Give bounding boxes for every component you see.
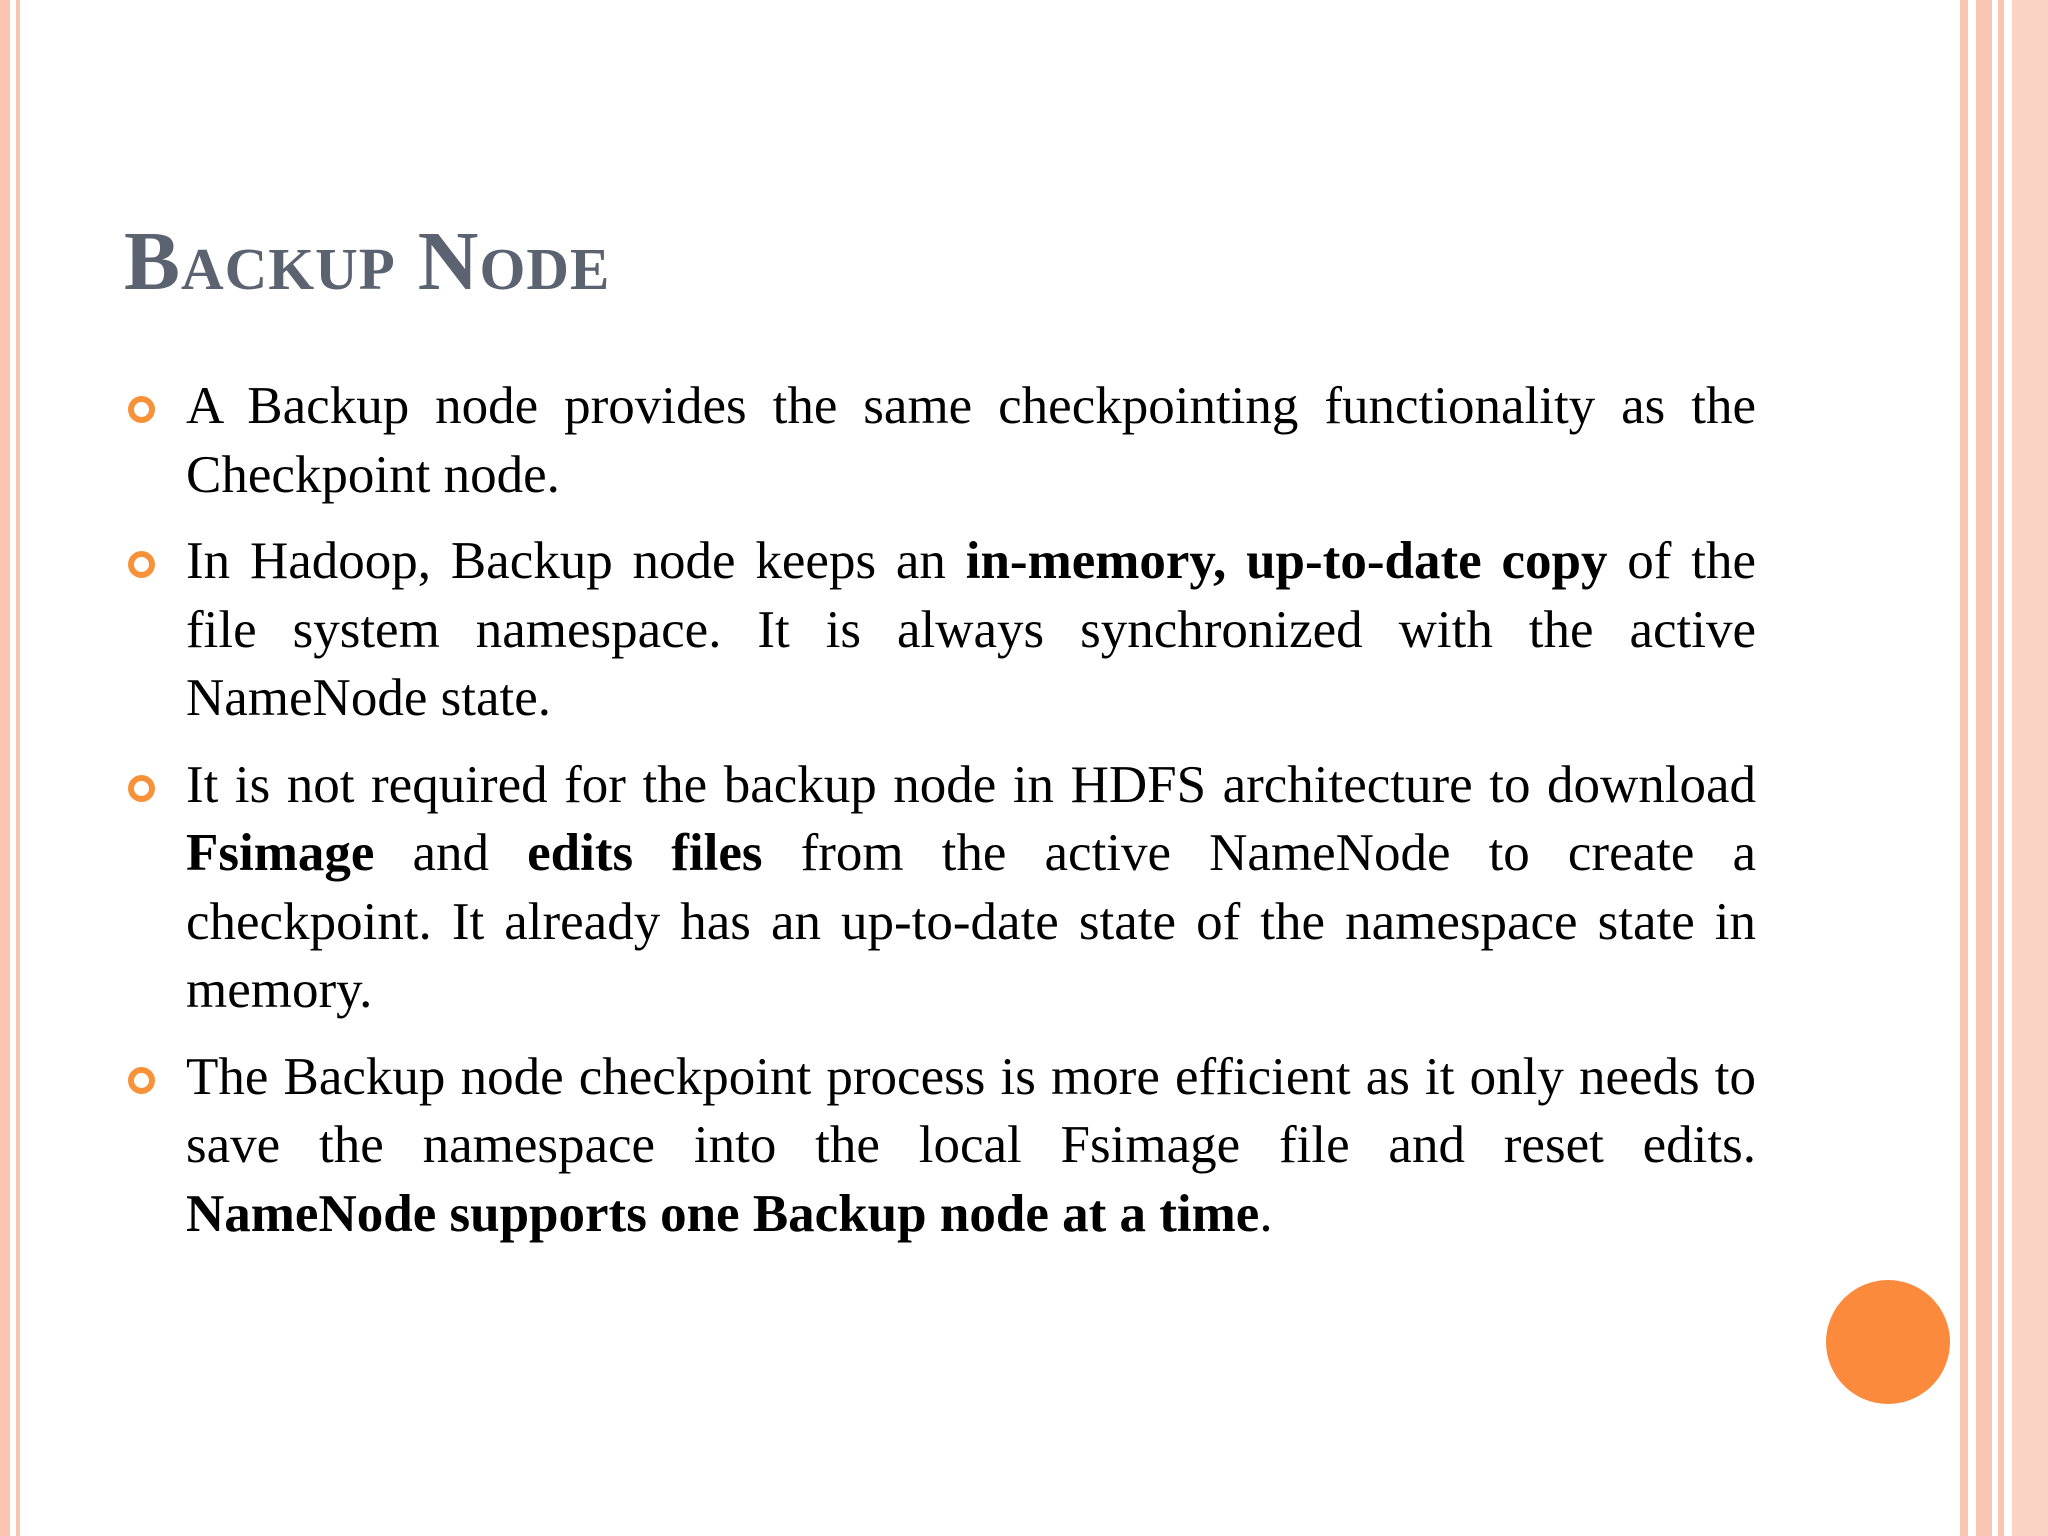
slide-title: Backup Node [124, 215, 611, 308]
bullet-item-2 [124, 527, 1756, 733]
bullet-text: from the active NameNode to create a checkpoint. It already has an up-to-date state of the namespace state in memory. [186, 824, 1756, 1019]
right-border-stripe [2012, 0, 2048, 1536]
left-border-stripe-thin [16, 0, 20, 1536]
bullet-text: It is not required for the backup node in HDFS architecture to download [186, 755, 1756, 814]
bullet-bold-text: in-memory, up-to-date copy [965, 532, 1608, 590]
right-border-stripe [1976, 0, 1992, 1536]
bullet-list [124, 372, 1756, 1266]
bullet-bold-text: NameNode supports one Backup node at a time [186, 1184, 1260, 1243]
bullet-text: and [374, 824, 528, 882]
bullet-bold-text: Fsimage [186, 824, 375, 882]
ring-bullet-icon [128, 1067, 155, 1094]
bullet-text: of the file system namespace. It is always synchronized with the active NameNode state. [186, 532, 1756, 727]
left-border-stripe [0, 0, 10, 1536]
right-border-stripe [1998, 0, 2004, 1536]
ring-bullet-icon [128, 775, 155, 802]
right-border-stripe [1960, 0, 1968, 1536]
bullet-bold-text: edits files [527, 824, 763, 882]
bullet-item-1 [124, 372, 1756, 509]
bullet-text: A Backup node provides the same checkpointing functionality as the Checkpoint node. [186, 377, 1756, 504]
ring-bullet-icon [128, 396, 155, 423]
bullet-text: The Backup node checkpoint process is more efficient as it only needs to save the namespace into the local Fsimage file and reset edits. [186, 1047, 1756, 1174]
bullet-text: . [1259, 1184, 1273, 1243]
ring-bullet-icon [128, 551, 155, 578]
bullet-text: In Hadoop, Backup node keeps an [186, 532, 966, 590]
decorative-orange-circle [1826, 1280, 1950, 1404]
bullet-item-4 [124, 1043, 1756, 1249]
bullet-item-3 [124, 751, 1756, 1025]
